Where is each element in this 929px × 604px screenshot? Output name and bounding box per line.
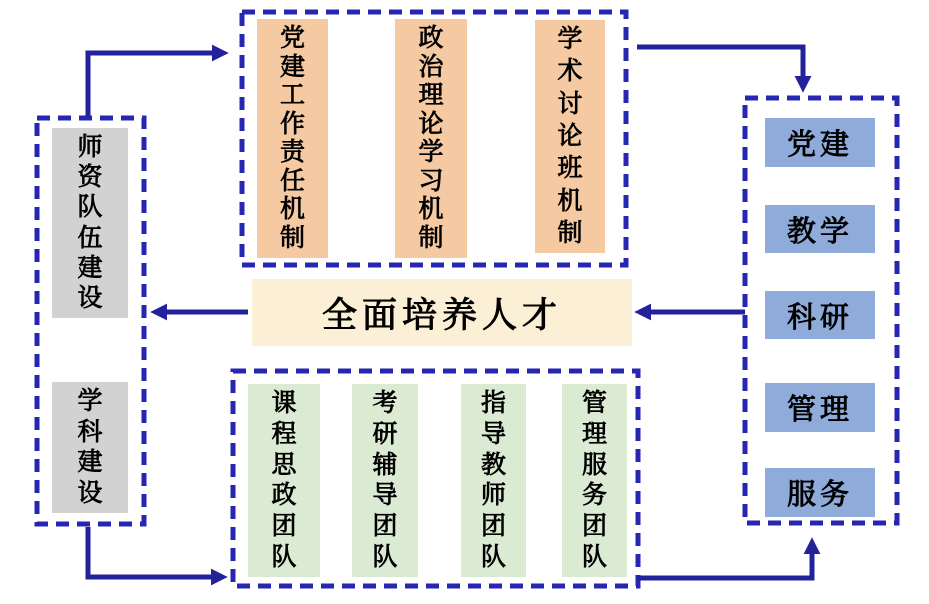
aspect-research: 科研 <box>765 291 875 339</box>
mechanism-political-theory-study: 政 治 理 论 学 习 机 制 <box>395 19 467 258</box>
arrow-left-to-bottom <box>88 527 221 577</box>
team-management-service: 管 理 服 务 团 队 <box>562 384 627 577</box>
aspect-service: 服务 <box>765 468 875 517</box>
mechanism-academic-seminar: 学 术 讨 论 班 机 制 <box>535 20 605 253</box>
arrow-top-to-right <box>637 47 803 86</box>
team-course-ideology: 课 程 思 政 团 队 <box>248 384 320 577</box>
arrow-left-to-top <box>88 53 222 117</box>
center-title: 全面培养人才 <box>252 279 632 346</box>
teacher-team-building: 师 资 队 伍 建 设 <box>52 128 128 318</box>
aspect-teaching: 教学 <box>765 205 875 253</box>
team-postgrad-coaching: 考 研 辅 导 团 队 <box>352 384 418 577</box>
mechanism-party-building-work: 党 建 工 作 责 任 机 制 <box>257 19 328 258</box>
aspect-management: 管理 <box>765 383 875 432</box>
team-guidance-teachers: 指 导 教 师 团 队 <box>461 384 526 577</box>
arrow-bottom-to-right <box>638 544 812 578</box>
discipline-construction: 学 科 建 设 <box>52 382 128 513</box>
aspect-party-building: 党建 <box>765 118 875 167</box>
